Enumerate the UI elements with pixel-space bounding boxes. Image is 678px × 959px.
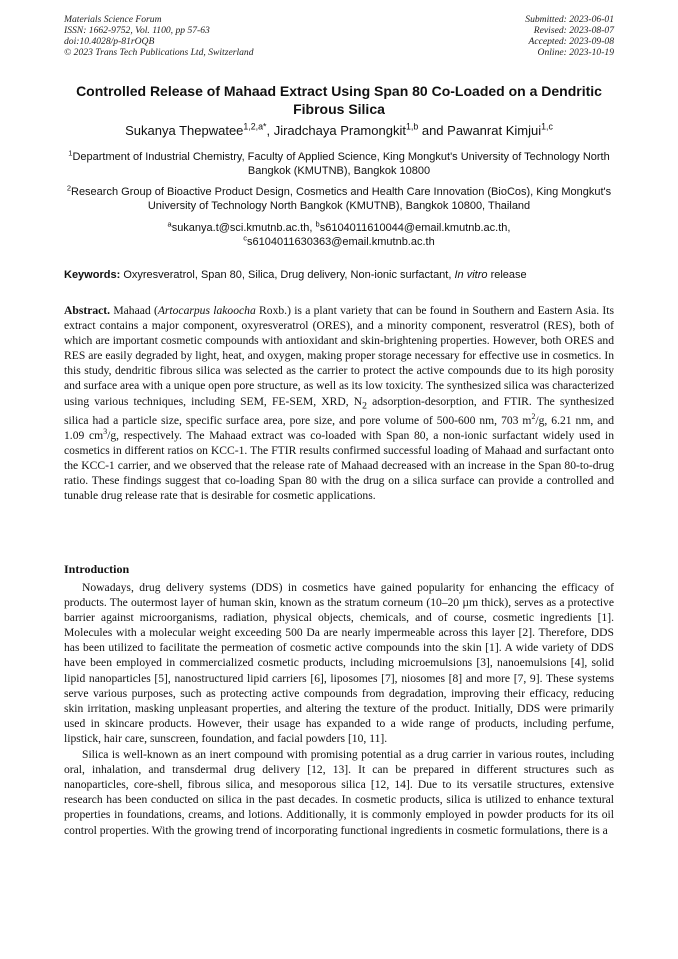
keywords-label: Keywords: <box>64 269 121 281</box>
paragraph: Nowadays, drug delivery systems (DDS) in cosmetics have gained popularity for enhancing the efficacy of products. The outermost layer of human skin, known as the stratum corneum (10–20 µm thick), serves as a protective barrier against microorganisms, radiation, physical objects, chemicals, and of course, cosmetic ingredients [1]. Molecules with a molecular weight exceeding 500 Da are nearly impermeable across this layer [2]. Therefore, DDS has been utilized to facilitate the permeation of cosmetic active compounds into the skin [1]. A wide variety of DDS have been employed in commercialized cosmetic products, including microemulsions [3], nanoemulsions [4], solid lipid nanoparticles [5], nanostructured lipid carriers [6], liposomes [7], niosomes [8] and more [7, 9]. These systems serve various purposes, such as protecting active compounds from degradation, improving their efficacy, reducing skin irritation, masking unpleasant properties, and altering the texture of the product. Initially, DDS were primarily used in skincare products. However, their usage has expanded to a wide range of products, including perfume, lipstick, hair care, sunscreen, foundation, and facial powders [10, 11]. <box>64 581 614 745</box>
introduction-body <box>64 580 614 838</box>
species-name: Artocarpus lakoocha <box>157 304 256 317</box>
author-name: Jiradchaya Pramongkit <box>273 123 406 138</box>
author-separator: , <box>266 123 274 138</box>
affiliation-number: 2 <box>66 183 71 193</box>
paragraph: Silica is well-known as an inert compound with promising potential as a drug carrier in various routes, including oral, inhalation, and transdermal drug delivery [12, 13]. It can be prepared in different structures such as nanoparticles, core-shell, fibrous silica, and mesoporous silica [12, 14]. Due to its versatile structures, extensive research has been conducted on silica in the past decades. In cosmetic products, silica is utilized to enhance textural properties in foundations, creams, and lotions. Additionally, it is commonly employed in powder products for its oil control properties. With the growing trend of incorporating functional ingredients in cosmetic formulations, there is a <box>64 748 614 837</box>
affiliation-text: Department of Industrial Chemistry, Faculty of Applied Science, King Mongkut's University of Technology North Bangkok (KMUTNB), Bangkok 10800 <box>72 151 610 177</box>
journal-info <box>64 14 254 58</box>
author-list <box>64 123 614 139</box>
abstract-text: Roxb.) is a plant variety that can be found in Southern and Eastern Asia. Its extract contains a major component, oxyresveratrol (ORES), and a minority component, resveratrol (RES), both of which are important cosmetic compounds with antioxidant and skin-brightening properties. However, both ORES and RES are easily degraded by light, heat, and oxygen, making proper storage necessary for effective use in cosmetics. In this study, dendritic fibrous silica was selected as the carrier to protect the active compounds due to its high porosity and surface area with a unique open pore structure, as well as its low toxicity. The synthesized silica was characterized using various techniques, including SEM, FE-SEM, XRD, N <box>64 304 614 408</box>
issn-line: ISSN: 1662-9752, Vol. 1100, pp 57-63 <box>64 25 210 36</box>
email-c[interactable]: s6104011630363@email.kmutnb.ac.th <box>247 236 435 248</box>
submitted-date: Submitted: 2023-06-01 <box>525 14 614 25</box>
author-separator: and <box>418 123 448 138</box>
copyright-line: © 2023 Trans Tech Publications Ltd, Switzerland <box>64 47 254 58</box>
keywords-text: Oxyresveratrol, Span 80, Silica, Drug delivery, Non-ionic surfactant, <box>123 269 452 281</box>
email-a[interactable]: sukanya.t@sci.kmutnb.ac.th <box>171 222 310 234</box>
email-sup: b <box>315 219 320 229</box>
affiliation-text: Research Group of Bioactive Product Design, Cosmetics and Health Care Innovation (BioCos), King Mongkut's University of Technology North Bangkok (KMUTNB), Bangkok 10800, Thailand <box>71 186 612 212</box>
abstract-label: Abstract. <box>64 304 111 317</box>
email-line-2 <box>64 235 614 249</box>
author-affiliation-sup: 1,2,a* <box>243 121 267 132</box>
keywords-line <box>64 268 614 282</box>
affiliation-2 <box>64 185 614 213</box>
paper-title: Controlled Release of Mahaad Extract Using Span 80 Co-Loaded on a Dendritic Fibrous Silica <box>76 83 602 117</box>
doi-line[interactable]: doi:10.4028/p-81rOQB <box>64 36 155 47</box>
affiliation-number: 1 <box>68 148 73 158</box>
accepted-date: Accepted: 2023-09-08 <box>528 36 614 47</box>
affiliation-1 <box>64 150 614 178</box>
email-sup: c <box>243 233 248 243</box>
abstract <box>64 303 614 504</box>
journal-name: Materials Science Forum <box>64 14 162 25</box>
superscript: 2 <box>531 412 536 422</box>
keywords-tail: release <box>490 269 527 281</box>
online-date: Online: 2023-10-19 <box>537 47 614 58</box>
abstract-text: /g, respectively. The Mahaad extract was co-loaded with Span 80, a non-ionic surfactant widely used in cosmetics in different ratios on KCC-1. The FTIR results confirmed successful loading of Mahaad and surfactant onto the KCC-1 carrier, and we observed that the release rate of Mahaad decreased with an increase in the Span 80-to-drug ratio. These findings suggest that co-loading Span 80 with the drug on a silica surface can provide a controlled and tunable drug release rate that is desirable for cosmetic applications. <box>64 429 614 503</box>
publication-dates <box>525 14 614 58</box>
author-name: Pawanrat Kimjui <box>447 123 542 138</box>
keywords-italic: In vitro <box>454 269 488 281</box>
email-b[interactable]: s6104011610044@email.kmutnb.ac.th <box>319 222 508 234</box>
author-affiliation-sup: 1,b <box>405 121 419 132</box>
abstract-text: adsorption-desorption, and FTIR. The synthesized silica had a particle size, specific surface area, pore size, and pore volume of 500-600 nm, 703 m <box>64 394 614 427</box>
email-sup: a <box>167 219 172 229</box>
abstract-text: Mahaad ( <box>113 304 158 317</box>
author-affiliation-sup: 1,c <box>541 121 553 132</box>
subscript: 2 <box>362 399 367 411</box>
section-heading-introduction: Introduction <box>64 562 130 576</box>
abstract-text: /g, 6.21 nm, and 1.09 cm <box>64 413 614 443</box>
email-line-1: $^a$sukanya.t@sci.kmutnb.ac.th, $^b$s6104011610044@email.kmutnb.ac.th, <box>167 219 511 234</box>
superscript: 3 <box>103 427 108 437</box>
revised-date: Revised: 2023-08-07 <box>533 25 614 36</box>
email-block <box>64 221 614 249</box>
author-name: Sukanya Thepwatee <box>125 123 244 138</box>
